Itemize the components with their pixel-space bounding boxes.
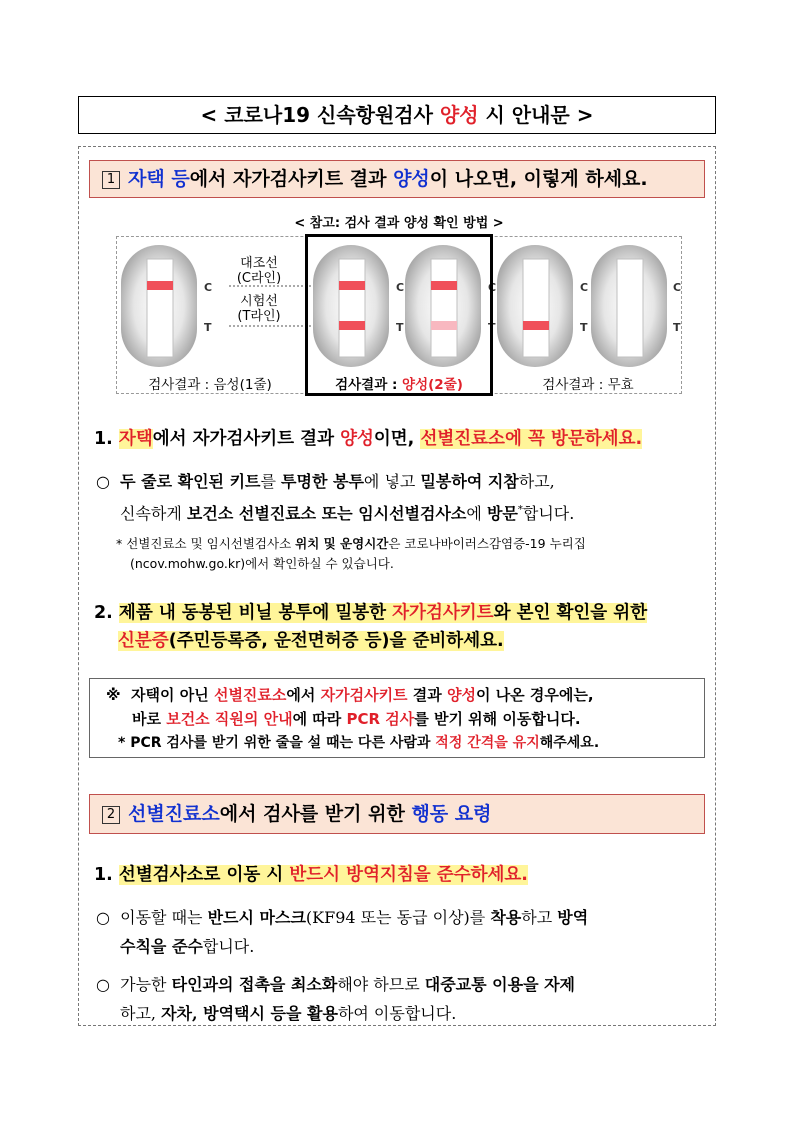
footnote (116, 534, 706, 574)
text-run: 두 줄로 확인된 키트 (120, 472, 261, 491)
text-run: 선별진료소 (128, 803, 220, 825)
text-run: 투명한 봉투 (281, 472, 364, 491)
s2-bullet1-line1-text (120, 908, 588, 927)
text-run: 방역 (557, 908, 589, 927)
text-run: 적정 간격을 유지 (435, 735, 540, 751)
notice-line2-text (132, 710, 581, 728)
text-run: 신분증 (118, 631, 169, 651)
text-run: 자택이 아닌 (131, 686, 214, 704)
item2-line2-text (118, 631, 504, 651)
t-mark: T (673, 321, 681, 334)
text-run: 에서 (286, 686, 321, 704)
control-line (147, 281, 173, 290)
item1-text (119, 429, 642, 449)
c-mark: C (673, 281, 682, 294)
footnote-mark: * (116, 536, 123, 551)
text-run: 자차, 방역택시 등을 활용 (161, 1004, 338, 1023)
item2-line1-text (119, 603, 647, 623)
text-run: 를 (260, 472, 282, 491)
text-run: 반드시 마스크 (207, 908, 306, 927)
text-run: 합니다. (202, 937, 255, 956)
text-run: 가능한 (120, 975, 172, 994)
text-run: 신속하게 (120, 504, 187, 524)
footnote-line1-text (126, 536, 586, 551)
text-run: 위치 및 운영시간 (295, 536, 389, 551)
item2-line2 (94, 627, 714, 655)
text-run: 에 따라 (292, 710, 347, 728)
result-positive-prefix: 검사결과 : (335, 377, 403, 393)
text-run: 에 (466, 504, 487, 524)
item1-heading (94, 427, 714, 451)
notice-line3-text (118, 735, 599, 751)
text-run: 자가검사키트 (320, 686, 408, 704)
t-mark: T (580, 321, 588, 334)
text-run: 해주세요. (539, 735, 600, 751)
text-run: 자가검사키트 (392, 603, 494, 623)
s2-bullet2-line2-text (120, 1004, 456, 1023)
c-mark: C (580, 281, 589, 294)
text-run: 결과 (407, 686, 447, 704)
kit-invalid-1 (497, 245, 573, 367)
section1-header (89, 160, 705, 198)
text-run: 반드시 방역지침을 준수하세요. (289, 865, 528, 885)
text-run: 에 넣고 (363, 472, 421, 491)
text-run: 와 본인 확인을 위한 (493, 603, 648, 623)
section1-title (128, 168, 648, 190)
text-run: PCR 검사 (346, 710, 415, 728)
text-run: 에서 자가검사키트 결과 (152, 429, 341, 449)
test-line-label: 시험선 (T라인) (237, 294, 281, 324)
text-run: 선별검사소로 이동 시 (118, 865, 290, 885)
title-prefix: < 코로나19 신속항원검사 (200, 103, 440, 127)
text-run: 보건소 직원의 안내 (166, 710, 293, 728)
text-run: 하고 (521, 908, 558, 927)
text-run: 양성 (447, 686, 476, 704)
control-line-label: 대조선 (C라인) (236, 256, 282, 286)
item1-detail-line1 (96, 467, 708, 496)
t-mark: T (396, 321, 404, 334)
text-run: 바로 (132, 710, 167, 728)
s2-bullet1 (96, 903, 708, 961)
item2-number: 2. (94, 603, 113, 623)
s2-item1-heading (94, 863, 714, 887)
t-mark: T (488, 321, 496, 334)
page-title (78, 96, 716, 134)
notice-line3 (90, 731, 704, 755)
s2-item1-number: 1. (94, 865, 113, 885)
s2-item1-text (119, 865, 528, 885)
result-negative: 검사결과 : 음성(1줄) (148, 377, 272, 393)
text-run: 자택 (118, 429, 153, 449)
text-run: (주민등록증, 운전면허증 등)을 준비하세요. (168, 631, 504, 651)
item2-heading (94, 599, 714, 655)
result-invalid: 검사결과 : 무효 (542, 377, 634, 393)
text-run: * PCR 검사를 받기 위한 줄을 설 때는 다른 사람과 (118, 735, 436, 751)
title-highlight: 양성 (439, 103, 479, 127)
s2-bullet2 (96, 970, 708, 1028)
item1-detail-line2 (96, 496, 708, 528)
item2-line1 (94, 599, 714, 627)
item1-detail-line1-text (120, 472, 555, 491)
text-run: 자택 등 (128, 168, 190, 190)
result-positive-highlight: 양성(2줄) (402, 377, 463, 393)
text-run: 대중교통 이용을 자제 (424, 975, 576, 994)
text-run: 이동할 때는 (120, 908, 208, 927)
c-mark: C (488, 281, 497, 294)
text-run: 하여 이동합니다. (337, 1004, 457, 1023)
s2-bullet2-line1-text (120, 975, 575, 994)
text-run: 양성 (340, 429, 374, 449)
item1-detail (96, 467, 708, 528)
notice-box (89, 678, 705, 758)
bullet-icon: ○ (96, 975, 110, 994)
s2-bullet1-line2-text (120, 937, 254, 956)
section2-number: 2 (102, 806, 120, 824)
text-run: 해야 하므로 (337, 975, 425, 994)
s2-bullet1-line2 (96, 932, 708, 961)
diagram-caption: < 참고: 검사 결과 양성 확인 방법 > (294, 216, 504, 231)
text-run: 행동 요령 (411, 803, 492, 825)
text-run: 수칙을 준수 (120, 937, 203, 956)
section1-number: 1 (102, 171, 120, 189)
item1-number: 1. (94, 429, 113, 449)
s2-bullet2-line2 (96, 999, 708, 1028)
c-mark: C (204, 281, 213, 294)
text-run: 제품 내 동봉된 비닐 봉투에 밀봉한 (118, 603, 393, 623)
kit-invalid-2 (591, 245, 667, 367)
s2-bullet2-line1 (96, 970, 708, 999)
reference-mark-icon: ※ (106, 686, 121, 704)
text-run: 에서 자가검사키트 결과 (189, 168, 394, 190)
text-run: 이면, (373, 429, 421, 449)
bullet-icon: ○ (96, 472, 110, 491)
text-run: 타인과의 접촉을 최소화 (171, 975, 338, 994)
text-run: 이 나오면, 이렇게 하세요. (429, 168, 648, 190)
text-run: 은 코로나바이러스감염증-19 누리집 (388, 536, 586, 551)
text-run: 보건소 선별진료소 또는 임시선별검사소 (186, 504, 467, 524)
footnote-line1 (116, 534, 706, 554)
text-run: (KF94 또는 동급 이상)를 (305, 908, 491, 927)
kit-negative (121, 245, 197, 367)
s2-bullet1-line1 (96, 903, 708, 932)
notice-line1-text (131, 686, 594, 704)
text-run: 하고, (518, 472, 555, 491)
text-run: 착용 (490, 908, 522, 927)
section2-title (128, 803, 491, 825)
text-run: * (517, 505, 523, 516)
text-run: 방문 (486, 504, 518, 524)
text-run: 하고, (120, 1004, 162, 1023)
section2-header (89, 794, 705, 834)
c-mark: C (396, 281, 405, 294)
text-run: 를 받기 위해 이동합니다. (414, 710, 581, 728)
text-run: 선별진료소에 꼭 방문하세요. (420, 429, 643, 449)
t-mark: T (204, 321, 212, 334)
test-line (523, 321, 549, 330)
notice-line1 (90, 679, 704, 707)
text-run: 밀봉하여 지참 (420, 472, 519, 491)
result-positive (308, 373, 490, 393)
text-run: 합니다. (522, 504, 575, 524)
text-run: 선별진료소 (213, 686, 287, 704)
item1-detail-line2-text (120, 504, 574, 523)
text-run: 선별진료소 및 임시선별검사소 (126, 536, 296, 551)
text-run: 이 나온 경우에는, (475, 686, 594, 704)
notice-line2 (90, 707, 704, 731)
text-run: 양성 (393, 168, 430, 190)
footnote-line2: (ncov.mohw.go.kr)에서 확인하실 수 있습니다. (130, 556, 394, 571)
title-suffix: 시 안내문 > (478, 103, 594, 127)
bullet-icon: ○ (96, 908, 110, 927)
positive-frame (305, 234, 493, 396)
text-run: 에서 검사를 받기 위한 (219, 803, 412, 825)
